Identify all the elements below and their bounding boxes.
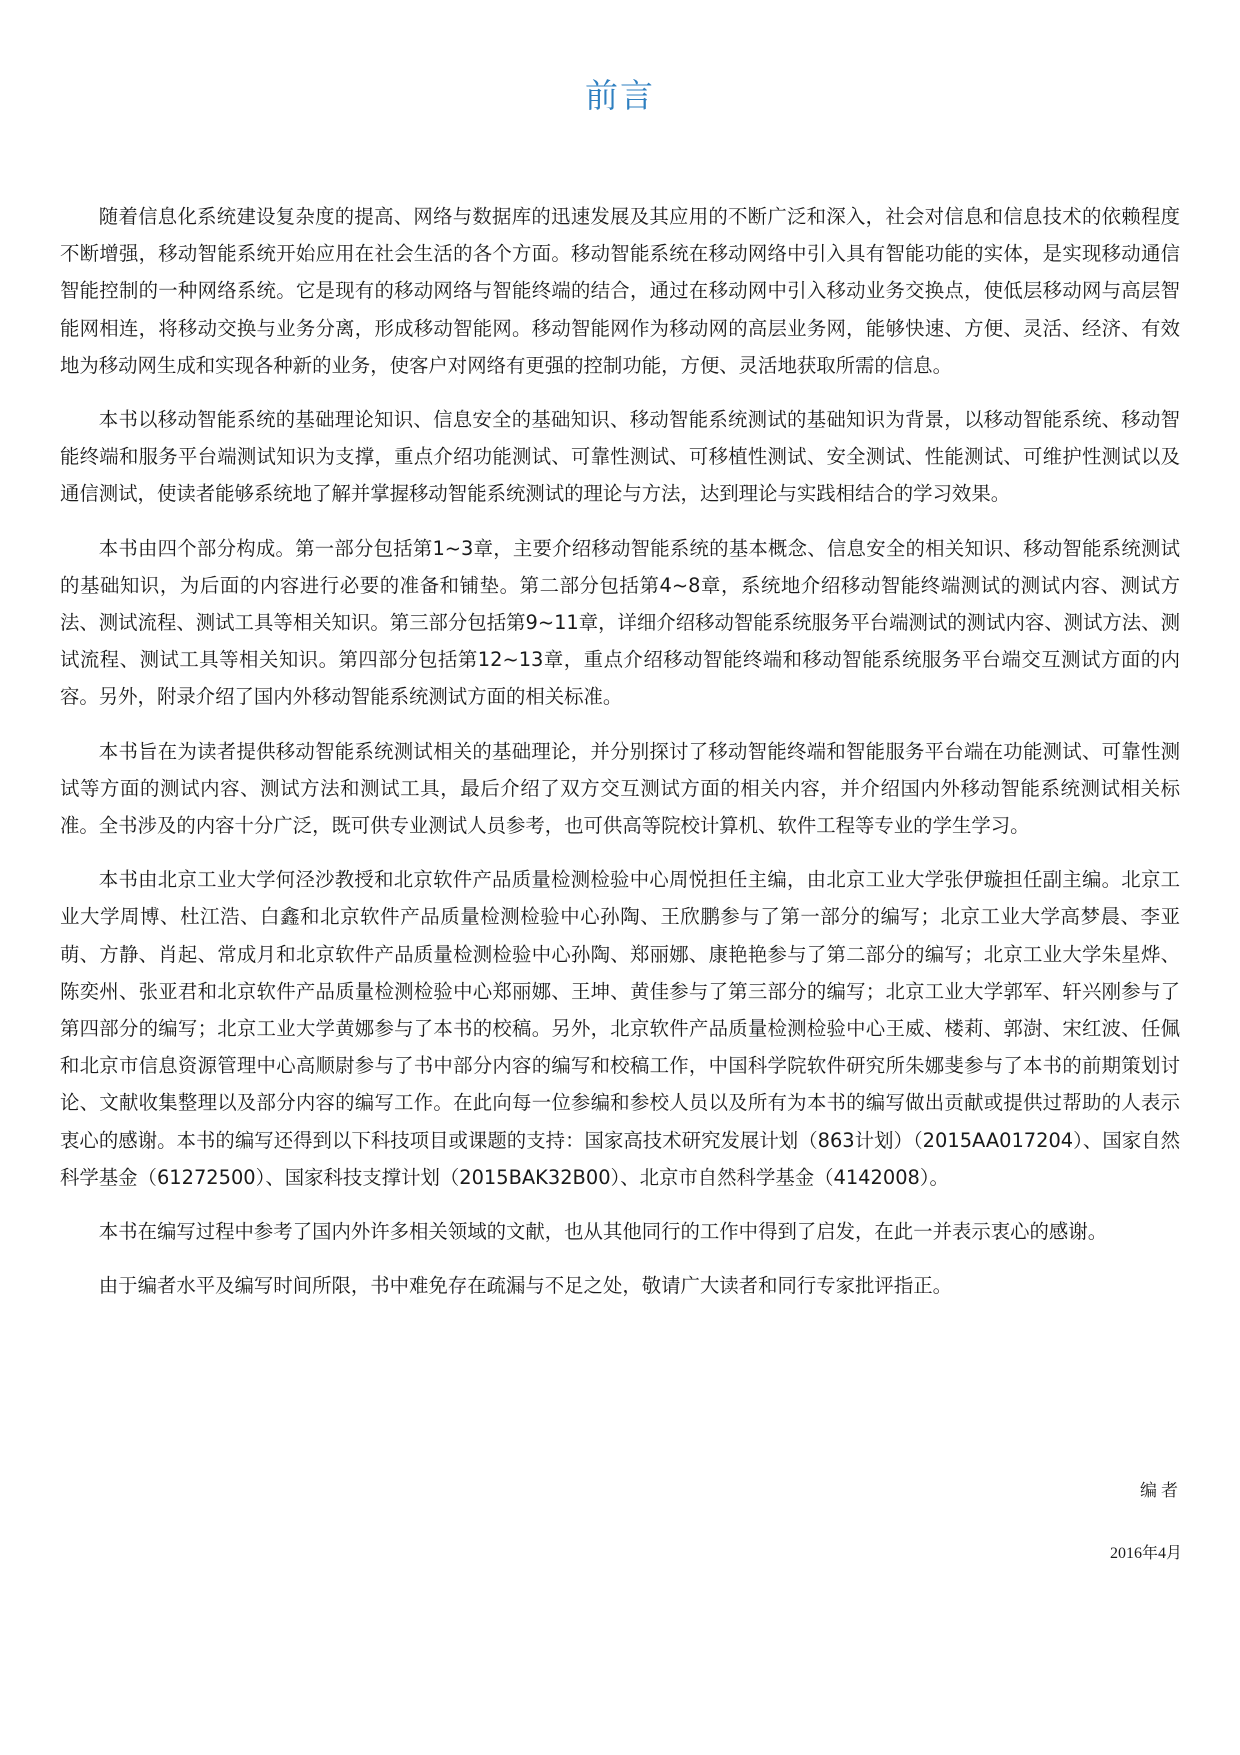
preface-body (60, 198, 1180, 1321)
paragraph-5: 本书由北京工业大学何泾沙教授和北京软件产品质量检测检验中心周悦担任主编，由北京工业大学张伊璇担任副主编。北京工业大学周博、杜江浩、白鑫和北京软件产品质量检测检验中心孙陶、王欣鹏参与了第一部分的编写；北京工业大学高梦晨、李亚萌、方静、肖起、常成月和北京软件产品质量检测检验中心孙陶、郑丽娜、康艳艳参与了第二部分的编写；北京工业大学朱星烨、陈奕州、张亚君和北京软件产品质量检测检验中心郑丽娜、王坤、黄佳参与了第三部分的编写；北京工业大学郭军、轩兴刚参与了第四部分的编写；北京工业大学黄娜参与了本书的校稿。另外，北京软件产品质量检测检验中心王威、楼莉、郭澍、宋红波、任佩和北京市信息资源管理中心高顺尉参与了书中部分内容的编写和校稿工作，中国科学院软件研究所朱娜斐参与了本书的前期策划讨论、文献收集整理以及部分内容的编写工作。在此向每一位参编和参校人员以及所有为本书的编写做出贡献或提供过帮助的人表示衷心的感谢。本书的编写还得到以下科技项目或课题的支持：国家高技术研究发展计划（863计划）（2015AA017204）、国家自然科学基金（61272500）、国家科技支撑计划（2015BAK32B00）、北京市自然科学基金（4142008）。 (60, 868, 1180, 1189)
paragraph-4: 本书旨在为读者提供移动智能系统测试相关的基础理论，并分别探讨了移动智能终端和智能服务平台端在功能测试、可靠性测试等方面的测试内容、测试方法和测试工具，最后介绍了双方交互测试方面的相关内容，并介绍国内外移动智能系统测试相关标准。全书涉及的内容十分广泛，既可供专业测试人员参考，也可供高等院校计算机、软件工程等专业的学生学习。 (60, 739, 1180, 838)
paragraph-6: 本书在编写过程中参考了国内外许多相关领域的文献，也从其他同行的工作中得到了启发，在此一并表示衷心的感谢。 (98, 1220, 1108, 1244)
paragraph-1: 随着信息化系统建设复杂度的提高、网络与数据库的迅速发展及其应用的不断广泛和深入，社会对信息和信息技术的依赖程度不断增强，移动智能系统开始应用在社会生活的各个方面。移动智能系统在移动网络中引入具有智能功能的实体，是实现移动通信智能控制的一种网络系统。它是现有的移动网络与智能终端的结合，通过在移动网中引入移动业务交换点，使低层移动网与高层智能网相连，将移动交换与业务分离，形成移动智能网。移动智能网作为移动网的高层业务网，能够快速、方便、灵活、经济、有效地为移动网生成和实现各种新的业务，使客户对网络有更强的控制功能，方便、灵活地获取所需的信息。 (60, 205, 1180, 377)
paragraph-2: 本书以移动智能系统的基础理论知识、信息安全的基础知识、移动智能系统测试的基础知识为背景，以移动智能系统、移动智能终端和服务平台端测试知识为支撑，重点介绍功能测试、可靠性测试、可移植性测试、安全测试、性能测试、可维护性测试以及通信测试，使读者能够系统地了解并掌握移动智能系统测试的理论与方法，达到理论与实践相结合的学习效果。 (60, 408, 1180, 506)
page-title: 前言 (585, 76, 655, 115)
publication-date: 2016年4月 (1109, 1545, 1182, 1562)
paragraph-7: 由于编者水平及编写时间所限，书中难免存在疏漏与不足之处，敬请广大读者和同行专家批评指正。 (98, 1274, 952, 1298)
author-signature: 编者 (1140, 1481, 1182, 1501)
paragraph-3: 本书由四个部分构成。第一部分包括第1~3章，主要介绍移动智能系统的基本概念、信息安全的相关知识、移动智能系统测试的基础知识，为后面的内容进行必要的准备和铺垫。第二部分包括第4~8章，系统地介绍移动智能终端测试的测试内容、测试方法、测试流程、测试工具等相关知识。第三部分包括第9~11章，详细介绍移动智能系统服务平台端测试的测试内容、测试方法、测试流程、测试工具等相关知识。第四部分包括第12~13章，重点介绍移动智能终端和移动智能系统服务平台端交互测试方面的内容。另外，附录介绍了国内外移动智能系统测试方面的相关标准。 (60, 536, 1180, 709)
